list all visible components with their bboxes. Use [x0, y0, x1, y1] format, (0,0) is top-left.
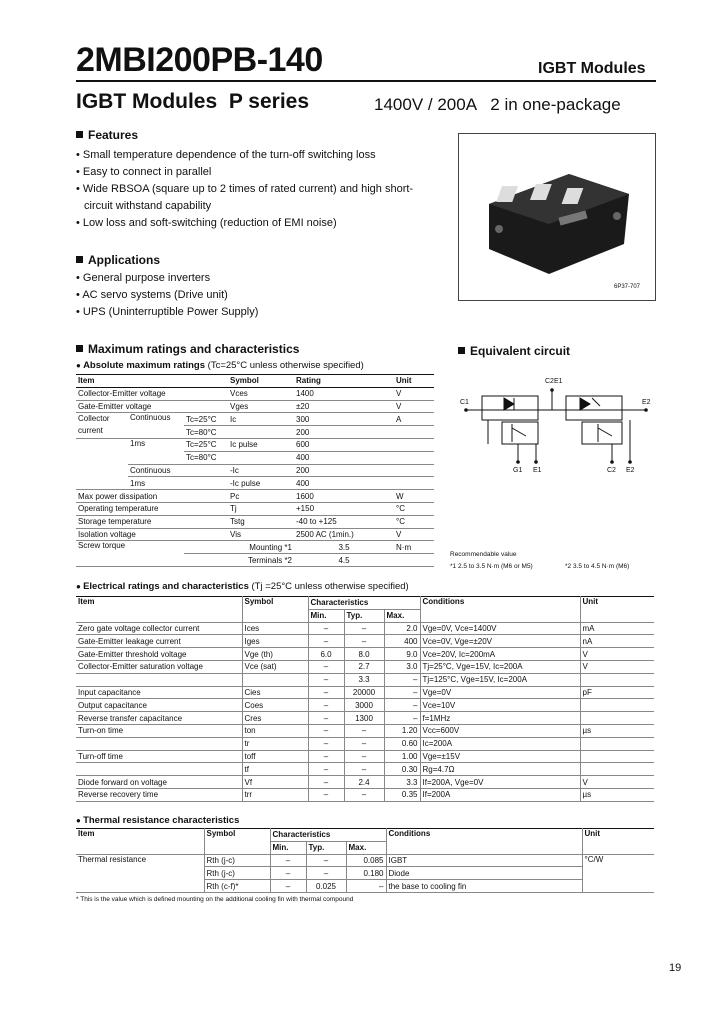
spec-line: 1400V / 200A 2 in one-package	[374, 95, 621, 114]
cell-symbol: ton	[242, 724, 308, 737]
cell-cond: Terminals *2	[184, 554, 294, 567]
terminal-c2-label: C2	[607, 467, 616, 474]
cell-subitem: Continuous	[128, 464, 228, 477]
igbt-module-photo	[459, 134, 655, 300]
equivalent-circuit-heading: Equivalent circuit	[458, 344, 570, 358]
product-photo-frame	[458, 133, 656, 301]
cell-min: –	[308, 699, 344, 712]
cell-cond: Tc=25°C	[184, 413, 228, 426]
cell-cond: If=200A	[420, 788, 580, 801]
electrical-subheading	[76, 581, 409, 592]
table-row	[76, 737, 654, 750]
cell-unit	[580, 712, 654, 725]
cell-cond: f=1MHz	[420, 712, 580, 725]
features-list	[76, 147, 426, 232]
table-row	[76, 673, 654, 686]
part-number-title: 2MBI200PB-140	[76, 41, 323, 79]
cell-symbol: Rth (c-f)*	[204, 880, 270, 893]
col-typ: Typ.	[306, 841, 346, 854]
cell-cond: Rg=4.7Ω	[420, 763, 580, 776]
col-characteristics: Characteristics	[270, 829, 386, 842]
table-row	[76, 490, 434, 503]
abs-max-title: Absolute maximum ratings	[83, 360, 206, 371]
cell-item	[76, 438, 128, 489]
absolute-max-table	[76, 374, 434, 567]
cell-max: 0.085	[346, 854, 386, 867]
cell-max: 0.180	[346, 867, 386, 880]
cell-max: –	[384, 699, 420, 712]
cell-symbol: Tj	[228, 502, 294, 515]
application-item: • UPS (Uninterruptible Power Supply)	[76, 304, 426, 321]
cell-typ: 1300	[344, 712, 384, 725]
cell-item: Gate-Emitter leakage current	[76, 635, 242, 648]
cell-unit	[394, 554, 434, 567]
cell-unit: µs	[580, 724, 654, 737]
cell-item: Collector-Emitter voltage	[76, 387, 228, 400]
table-row	[76, 400, 434, 413]
table-row	[76, 622, 654, 635]
cell-cond: Vce=20V, Ic=200mA	[420, 648, 580, 661]
col-rating: Rating	[294, 375, 394, 388]
cell-unit	[580, 673, 654, 686]
cell-unit: N·m	[394, 541, 434, 554]
cell-unit: V	[394, 400, 434, 413]
cell-max: –	[346, 880, 386, 893]
col-unit: Unit	[580, 597, 654, 623]
cell-rating: 400	[294, 451, 394, 464]
equivalent-circuit-diagram	[452, 372, 662, 482]
cell-unit: °C	[394, 515, 434, 528]
table-row	[76, 763, 654, 776]
max-ratings-heading: Maximum ratings and characteristics	[76, 342, 299, 356]
cell-min: –	[270, 880, 306, 893]
cell-subitem: 1ms	[128, 438, 184, 464]
cell-cond: Vge=±15V	[420, 750, 580, 763]
cell-item: Collector current	[76, 413, 128, 439]
cell-item: Diode forward on voltage	[76, 776, 242, 789]
cell-cond: Vge=0V	[420, 686, 580, 699]
feature-item: • Wide RBSOA (square up to 2 times of rated current) and high short-circuit withstand capability	[76, 181, 426, 215]
cell-min: –	[308, 776, 344, 789]
cell-symbol: Vis	[228, 528, 294, 541]
cell-max: –	[384, 712, 420, 725]
col-max: Max.	[384, 609, 420, 622]
table-row	[76, 648, 654, 661]
electrical-condition: (Tj =25°C unless otherwise specified)	[251, 581, 409, 592]
cell-symbol: Vf	[242, 776, 308, 789]
cell-symbol: Vge (th)	[242, 648, 308, 661]
cell-unit	[580, 750, 654, 763]
table-header-row	[76, 375, 434, 388]
cell-unit: V	[394, 528, 434, 541]
cell-unit	[580, 737, 654, 750]
cell-max: –	[384, 686, 420, 699]
cell-cond: Vce=0V, Vge=±20V	[420, 635, 580, 648]
cell-item: Reverse transfer capacitance	[76, 712, 242, 725]
col-symbol: Symbol	[242, 597, 308, 623]
cell-unit: V	[580, 648, 654, 661]
cell-unit: °C/W	[582, 854, 654, 892]
cell-symbol: Vces	[228, 387, 294, 400]
cell-max: 3.0	[384, 660, 420, 673]
cell-rating: 2500 AC (1min.)	[294, 528, 394, 541]
cell-unit	[580, 763, 654, 776]
cell-item: Max power dissipation	[76, 490, 228, 503]
table-row	[76, 528, 434, 541]
cell-cond: Tj=25°C, Vge=15V, Ic=200A	[420, 660, 580, 673]
cell-min: –	[308, 724, 344, 737]
table-row	[76, 541, 434, 554]
table-row	[76, 750, 654, 763]
table-row	[76, 635, 654, 648]
cell-item: Gate-Emitter threshold voltage	[76, 648, 242, 661]
cell-cond: Tj=125°C, Vge=15V, Ic=200A	[420, 673, 580, 686]
cell-symbol: -Ic	[228, 464, 294, 477]
table-row	[76, 515, 434, 528]
cell-max: 0.35	[384, 788, 420, 801]
cell-rating: 300	[294, 413, 394, 426]
col-min: Min.	[308, 609, 344, 622]
cell-symbol: -Ic pulse	[228, 477, 294, 490]
cell-max: 9.0	[384, 648, 420, 661]
torque-notes-title: Recommendable value	[450, 551, 517, 558]
col-symbol: Symbol	[204, 829, 270, 855]
cell-typ: –	[344, 724, 384, 737]
cell-unit: V	[580, 660, 654, 673]
abs-max-subheading	[76, 360, 364, 371]
cell-max: 1.20	[384, 724, 420, 737]
cell-symbol: tf	[242, 763, 308, 776]
electrical-title: Electrical ratings and characteristics	[83, 581, 249, 592]
cell-symbol: Ic pulse	[228, 438, 294, 451]
cell-symbol: Cies	[242, 686, 308, 699]
col-item: Item	[76, 829, 204, 855]
cell-symbol: tr	[242, 737, 308, 750]
cell-rating: 1400	[294, 387, 394, 400]
feature-item: • Easy to connect in parallel	[76, 164, 426, 181]
cell-max: 0.30	[384, 763, 420, 776]
cell-symbol: Pc	[228, 490, 294, 503]
cell-unit	[394, 426, 434, 439]
cell-cond: If=200A, Vge=0V	[420, 776, 580, 789]
cell-symbol: Cres	[242, 712, 308, 725]
cell-cond: Mounting *1	[184, 541, 294, 554]
terminal-c1-label: C1	[460, 399, 469, 406]
cell-min: –	[270, 867, 306, 880]
photo-caption: 6P37-707	[614, 284, 641, 290]
thermal-footnote: * This is the value which is defined mounting on the additional cooling fin with thermal compound	[76, 896, 354, 903]
cell-min: –	[308, 622, 344, 635]
cell-min: –	[308, 635, 344, 648]
cell-unit: A	[394, 413, 434, 426]
cell-rating: 200	[294, 464, 394, 477]
cell-unit: mA	[580, 622, 654, 635]
cell-max: 3.3	[384, 776, 420, 789]
cell-unit: µs	[580, 788, 654, 801]
table-row	[76, 387, 434, 400]
cell-subitem: Continuous	[128, 413, 184, 439]
cell-min: –	[308, 788, 344, 801]
cell-cond: the base to cooling fin	[386, 880, 582, 893]
cell-typ: 0.025	[306, 880, 346, 893]
terminal-e2b-label: E2	[626, 467, 635, 474]
torque-note-2: *2 3.5 to 4.5 N·m (M6)	[565, 563, 630, 570]
cell-item: Gate-Emitter voltage	[76, 400, 228, 413]
col-unit: Unit	[582, 829, 654, 855]
cell-rating: 3.5	[294, 541, 394, 554]
cell-item: Isolation voltage	[76, 528, 228, 541]
table-row	[76, 724, 654, 737]
cell-item	[76, 673, 242, 686]
cell-symbol: Ices	[242, 622, 308, 635]
cell-item: Reverse recovery time	[76, 788, 242, 801]
application-item: • General purpose inverters	[76, 270, 426, 287]
cell-max: 2.0	[384, 622, 420, 635]
cell-unit: V	[580, 776, 654, 789]
table-header-row	[76, 829, 654, 842]
cell-typ: –	[344, 750, 384, 763]
cell-symbol	[242, 673, 308, 686]
cell-item: Storage temperature	[76, 515, 228, 528]
cell-unit: W	[394, 490, 434, 503]
cell-unit	[394, 438, 434, 451]
cell-max: 1.00	[384, 750, 420, 763]
cell-unit: °C	[394, 502, 434, 515]
col-item: Item	[76, 597, 242, 623]
cell-item: Input capacitance	[76, 686, 242, 699]
cell-unit	[394, 451, 434, 464]
cell-typ: –	[344, 635, 384, 648]
cell-typ: –	[306, 854, 346, 867]
feature-item: • Small temperature dependence of the turn-off switching loss	[76, 147, 426, 164]
cell-item: Thermal resistance	[76, 854, 204, 892]
cell-rating: +150	[294, 502, 394, 515]
cell-typ: –	[344, 622, 384, 635]
cell-cond: IGBT	[386, 854, 582, 867]
cell-cond: Ic=200A	[420, 737, 580, 750]
cell-cond: Tc=25°C	[184, 438, 228, 451]
cell-rating: 200	[294, 426, 394, 439]
cell-min: –	[308, 737, 344, 750]
cell-unit	[394, 477, 434, 490]
table-row	[76, 413, 434, 426]
category-label: IGBT Modules	[538, 60, 646, 77]
cell-typ: –	[344, 788, 384, 801]
cell-cond: Vcc=600V	[420, 724, 580, 737]
cell-max: –	[384, 673, 420, 686]
header-divider	[76, 80, 656, 82]
torque-note-1: *1 2.5 to 3.5 N·m (M6 or M5)	[450, 563, 533, 570]
feature-item: • Low loss and soft-switching (reduction of EMI noise)	[76, 215, 426, 232]
electrical-table	[76, 596, 654, 802]
cell-unit: V	[394, 387, 434, 400]
cell-typ: 2.7	[344, 660, 384, 673]
series-title: IGBT Modules P series	[76, 90, 310, 113]
cell-cond: Vge=0V, Vce=1400V	[420, 622, 580, 635]
cell-item: Output capacitance	[76, 699, 242, 712]
cell-rating: 400	[294, 477, 394, 490]
cell-typ: 8.0	[344, 648, 384, 661]
cell-typ: 20000	[344, 686, 384, 699]
cell-min: 6.0	[308, 648, 344, 661]
cell-min: –	[308, 673, 344, 686]
applications-list	[76, 270, 426, 321]
cell-subitem: 1ms	[128, 477, 228, 490]
cell-min: –	[308, 712, 344, 725]
cell-item: Turn-off time	[76, 750, 242, 763]
col-conditions: Conditions	[420, 597, 580, 623]
col-max: Max.	[346, 841, 386, 854]
table-row	[76, 686, 654, 699]
cell-typ: –	[344, 763, 384, 776]
thermal-table	[76, 828, 654, 893]
page-number: 19	[669, 962, 682, 974]
cell-unit	[580, 699, 654, 712]
cell-symbol: Vce (sat)	[242, 660, 308, 673]
cell-symbol: Vges	[228, 400, 294, 413]
cell-rating: ±20	[294, 400, 394, 413]
cell-symbol: toff	[242, 750, 308, 763]
abs-max-condition: (Tc=25°C unless otherwise specified)	[207, 360, 364, 371]
cell-unit: pF	[580, 686, 654, 699]
col-min: Min.	[270, 841, 306, 854]
terminal-e1-label: E1	[533, 467, 542, 474]
cell-max: 0.60	[384, 737, 420, 750]
cell-unit: nA	[580, 635, 654, 648]
cell-typ: 3.3	[344, 673, 384, 686]
col-conditions: Conditions	[386, 829, 582, 855]
cell-item: Zero gate voltage collector current	[76, 622, 242, 635]
cell-cond: Diode	[386, 867, 582, 880]
cell-min: –	[308, 686, 344, 699]
col-characteristics: Characteristics	[308, 597, 420, 610]
table-row	[76, 788, 654, 801]
terminal-e2-label: E2	[642, 399, 651, 406]
cell-item: Collector-Emitter saturation voltage	[76, 660, 242, 673]
cell-symbol: Rth (j-c)	[204, 854, 270, 867]
cell-min: –	[308, 750, 344, 763]
cell-symbol: Ic	[228, 413, 294, 426]
col-unit: Unit	[394, 375, 434, 388]
cell-item	[76, 737, 242, 750]
cell-cond: Vce=10V	[420, 699, 580, 712]
cell-typ: 2.4	[344, 776, 384, 789]
cell-cond: Tc=80°C	[184, 426, 228, 439]
cell-typ: –	[344, 737, 384, 750]
cell-typ: 3000	[344, 699, 384, 712]
thermal-subheading: ● Thermal resistance characteristics	[76, 815, 239, 826]
cell-symbol: Iges	[242, 635, 308, 648]
table-row	[76, 660, 654, 673]
cell-min: –	[308, 660, 344, 673]
cell-rating: 1600	[294, 490, 394, 503]
terminal-c2e1-label: C2E1	[545, 378, 563, 385]
cell-symbol: Coes	[242, 699, 308, 712]
table-row	[76, 464, 434, 477]
table-row	[76, 438, 434, 451]
features-heading: Features	[76, 128, 138, 142]
col-typ: Typ.	[344, 609, 384, 622]
cell-item: Operating temperature	[76, 502, 228, 515]
cell-rating: 600	[294, 438, 394, 451]
cell-symbol: Tstg	[228, 515, 294, 528]
cell-symbol: trr	[242, 788, 308, 801]
table-row	[76, 699, 654, 712]
cell-max: 400	[384, 635, 420, 648]
application-item: • AC servo systems (Drive unit)	[76, 287, 426, 304]
applications-heading: Applications	[76, 253, 160, 267]
table-row	[76, 776, 654, 789]
table-row	[76, 477, 434, 490]
terminal-g1-label: G1	[513, 467, 523, 474]
table-row	[76, 712, 654, 725]
cell-rating: -40 to +125	[294, 515, 394, 528]
col-symbol: Symbol	[228, 375, 294, 388]
cell-min: –	[308, 763, 344, 776]
cell-cond: Tc=80°C	[184, 451, 228, 464]
cell-symbol	[228, 426, 294, 439]
table-header-row	[76, 597, 654, 610]
table-row	[76, 854, 654, 867]
cell-item: Screw torque	[76, 541, 184, 567]
cell-symbol	[228, 451, 294, 464]
cell-rating: 4.5	[294, 554, 394, 567]
cell-typ: –	[306, 867, 346, 880]
cell-item	[76, 763, 242, 776]
cell-unit	[394, 464, 434, 477]
table-row	[76, 502, 434, 515]
cell-min: –	[270, 854, 306, 867]
cell-item: Turn-on time	[76, 724, 242, 737]
cell-symbol: Rth (j-c)	[204, 867, 270, 880]
col-item: Item	[76, 375, 228, 388]
